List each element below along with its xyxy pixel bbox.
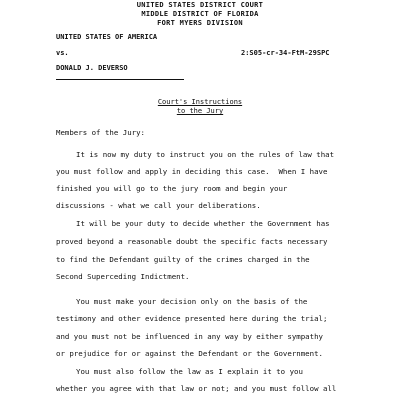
paragraph-line: finished you will go to the jury room and begin your (56, 184, 288, 193)
paragraph-line: and you must not be influenced in any way by either sympathy (56, 332, 323, 341)
defendant-name: DONALD J. DEVERSO (56, 64, 128, 72)
paragraph-line: You must also follow the law as I explain it to you (76, 367, 303, 376)
paragraph-line: It is now my duty to instruct you on the rules of law that (76, 150, 335, 159)
salutation: Members of the Jury: (56, 128, 145, 137)
paragraph-line: discussions - what we call your deliberations. (56, 201, 261, 210)
paragraph-line: You must make your decision only on the basis of the (76, 297, 308, 306)
paragraph-line: testimony and other evidence presented here during the trial; (56, 314, 328, 323)
document-title: Court's Instructions (157, 98, 243, 106)
document-subtitle: to the Jury (176, 107, 224, 115)
paragraph-line: whether you agree with that law or not; and you must follow all (56, 384, 337, 393)
court-division: FORT MYERS DIVISION (157, 19, 243, 27)
paragraph-line: or prejudice for or against the Defendant or the Government. (56, 349, 323, 358)
paragraph-line: proved beyond a reasonable doubt the specific facts necessary (56, 237, 328, 246)
caption-rule (56, 79, 184, 80)
paragraph-line: It will be your duty to decide whether the Government has (76, 219, 330, 228)
paragraph-line: to find the Defendant guilty of the crimes charged in the (56, 255, 310, 264)
court-name: UNITED STATES DISTRICT COURT (136, 1, 264, 9)
plaintiff-name: UNITED STATES OF AMERICA (56, 33, 158, 41)
versus-label: vs. (56, 49, 69, 57)
court-district: MIDDLE DISTRICT OF FLORIDA (141, 10, 259, 18)
paragraph-line: you must follow and apply in deciding this case. When I have (56, 167, 328, 176)
paragraph-line: Second Superceding Indictment. (56, 272, 190, 281)
case-number: 2:S05-cr-34-FtM-29SPC (241, 49, 330, 57)
